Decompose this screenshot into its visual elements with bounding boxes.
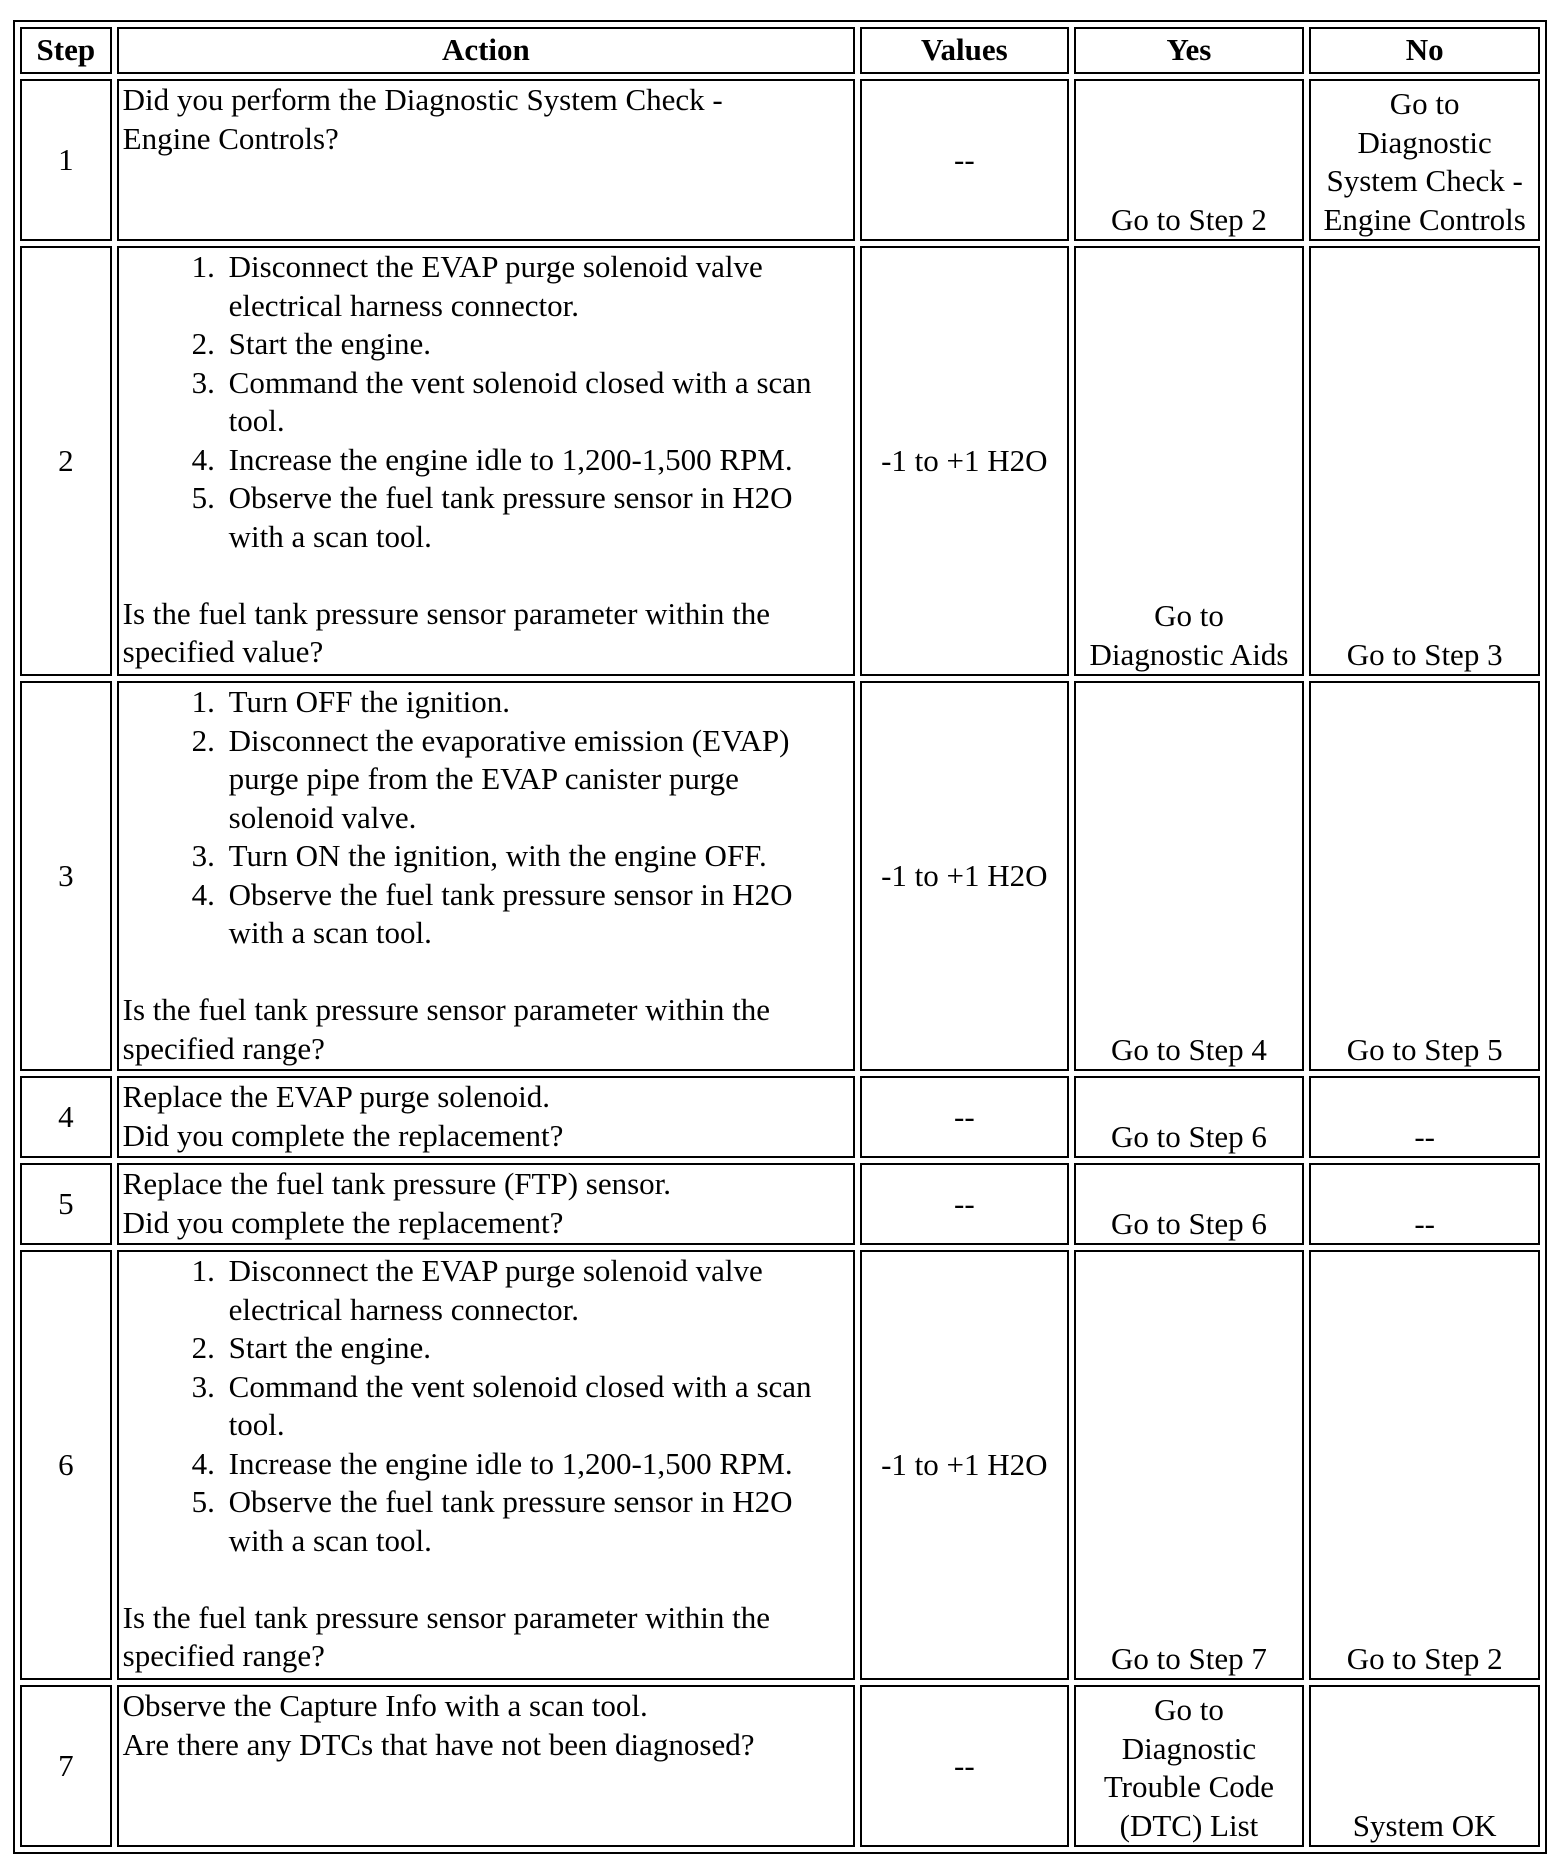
yes-cell bbox=[1074, 1685, 1305, 1847]
table-row bbox=[20, 1163, 1540, 1245]
action-question: Is the fuel tank pressure sensor parameter within the specified range? bbox=[122, 992, 771, 1066]
action-step: 1. Turn OFF the ignition. bbox=[223, 683, 849, 722]
action-line: Observe the Capture Info with a scan tool. bbox=[122, 1688, 648, 1723]
yes-line: Go to bbox=[1154, 598, 1224, 633]
action-cell bbox=[117, 246, 855, 676]
step-cell: 2 bbox=[20, 246, 112, 676]
action-step: 3. Turn ON the ignition, with the engine OFF. bbox=[223, 837, 849, 876]
action-line: Did you perform the Diagnostic System Check - bbox=[122, 82, 723, 117]
action-step: 4. Observe the fuel tank pressure sensor in H2O with a scan tool. bbox=[223, 876, 849, 953]
action-step: 2. Disconnect the evaporative emission (EVAP) purge pipe from the EVAP canister purge solenoid valve. bbox=[223, 722, 849, 838]
no-line: System Check - bbox=[1326, 163, 1523, 198]
action-step: 3. Command the vent solenoid closed with a scan tool. bbox=[223, 1368, 849, 1445]
action-cell bbox=[117, 79, 855, 241]
no-line: Engine Controls bbox=[1323, 201, 1526, 237]
action-step: 2. Start the engine. bbox=[223, 325, 849, 364]
diagnostic-table bbox=[13, 20, 1547, 1854]
values-cell: -1 to +1 H2O bbox=[860, 1250, 1069, 1680]
no-cell: -- bbox=[1309, 1163, 1540, 1245]
action-step: 4. Increase the engine idle to 1,200-1,500 RPM. bbox=[223, 441, 849, 480]
yes-line: Go to bbox=[1154, 1692, 1224, 1727]
action-line: Replace the EVAP purge solenoid. bbox=[122, 1079, 550, 1114]
table-row bbox=[20, 681, 1540, 1071]
values-cell: -- bbox=[860, 1685, 1069, 1847]
step-cell: 5 bbox=[20, 1163, 112, 1245]
values-cell: -1 to +1 H2O bbox=[860, 246, 1069, 676]
step-cell: 1 bbox=[20, 79, 112, 241]
action-step: 3. Command the vent solenoid closed with a scan tool. bbox=[223, 364, 849, 441]
action-cell bbox=[117, 1685, 855, 1847]
values-cell: -- bbox=[860, 79, 1069, 241]
yes-line: Diagnostic Aids bbox=[1089, 636, 1289, 672]
action-question: Is the fuel tank pressure sensor parameter within the specified range? bbox=[122, 1599, 771, 1673]
yes-cell: Go to Step 6 bbox=[1074, 1163, 1305, 1245]
step-cell: 4 bbox=[20, 1076, 112, 1158]
no-cell: System OK bbox=[1309, 1685, 1540, 1847]
step-cell: 3 bbox=[20, 681, 112, 1071]
action-step: 5. Observe the fuel tank pressure sensor in H2O with a scan tool. bbox=[223, 479, 849, 556]
action-question: Is the fuel tank pressure sensor parameter within the specified value? bbox=[122, 595, 771, 669]
action-line: Replace the fuel tank pressure (FTP) sensor. bbox=[122, 1166, 672, 1201]
action-cell bbox=[117, 1250, 855, 1680]
action-cell bbox=[117, 1163, 855, 1245]
header-step: Step bbox=[20, 27, 112, 74]
no-cell bbox=[1309, 79, 1540, 241]
yes-cell: Go to Step 2 bbox=[1074, 79, 1305, 241]
table-row bbox=[20, 246, 1540, 676]
table-row bbox=[20, 1076, 1540, 1158]
yes-cell bbox=[1074, 246, 1305, 676]
action-step: 2. Start the engine. bbox=[223, 1329, 849, 1368]
values-cell: -- bbox=[860, 1163, 1069, 1245]
no-line: Go to bbox=[1389, 86, 1460, 121]
no-line: Diagnostic bbox=[1357, 124, 1492, 160]
table-row bbox=[20, 1250, 1540, 1680]
action-line: Did you complete the replacement? bbox=[122, 1204, 564, 1240]
no-cell: Go to Step 5 bbox=[1309, 681, 1540, 1071]
action-line: Engine Controls? bbox=[122, 120, 339, 156]
header-values: Values bbox=[860, 27, 1069, 74]
action-steps-list bbox=[123, 1252, 849, 1560]
action-cell bbox=[117, 681, 855, 1071]
no-cell: Go to Step 3 bbox=[1309, 246, 1540, 676]
header-action: Action bbox=[117, 27, 855, 74]
table-row bbox=[20, 1685, 1540, 1847]
action-step: 1. Disconnect the EVAP purge solenoid valve electrical harness connector. bbox=[223, 1252, 849, 1329]
yes-line: (DTC) List bbox=[1119, 1807, 1259, 1843]
action-step: 4. Increase the engine idle to 1,200-1,500 RPM. bbox=[223, 1445, 849, 1484]
no-cell: Go to Step 2 bbox=[1309, 1250, 1540, 1680]
header-no: No bbox=[1309, 27, 1540, 74]
yes-line: Trouble Code bbox=[1103, 1769, 1275, 1804]
yes-cell: Go to Step 4 bbox=[1074, 681, 1305, 1071]
action-step: 5. Observe the fuel tank pressure sensor in H2O with a scan tool. bbox=[223, 1483, 849, 1560]
header-row bbox=[20, 27, 1540, 74]
yes-cell: Go to Step 7 bbox=[1074, 1250, 1305, 1680]
action-line: Are there any DTCs that have not been diagnosed? bbox=[122, 1726, 755, 1762]
yes-cell: Go to Step 6 bbox=[1074, 1076, 1305, 1158]
step-cell: 7 bbox=[20, 1685, 112, 1847]
action-line: Did you complete the replacement? bbox=[122, 1117, 564, 1153]
action-step: 1. Disconnect the EVAP purge solenoid valve electrical harness connector. bbox=[223, 248, 849, 325]
yes-line: Diagnostic bbox=[1121, 1730, 1257, 1766]
action-cell bbox=[117, 1076, 855, 1158]
action-steps-list bbox=[123, 683, 849, 953]
header-yes: Yes bbox=[1074, 27, 1305, 74]
table-row bbox=[20, 79, 1540, 241]
values-cell: -1 to +1 H2O bbox=[860, 681, 1069, 1071]
no-cell: -- bbox=[1309, 1076, 1540, 1158]
step-cell: 6 bbox=[20, 1250, 112, 1680]
action-steps-list bbox=[123, 248, 849, 556]
values-cell: -- bbox=[860, 1076, 1069, 1158]
